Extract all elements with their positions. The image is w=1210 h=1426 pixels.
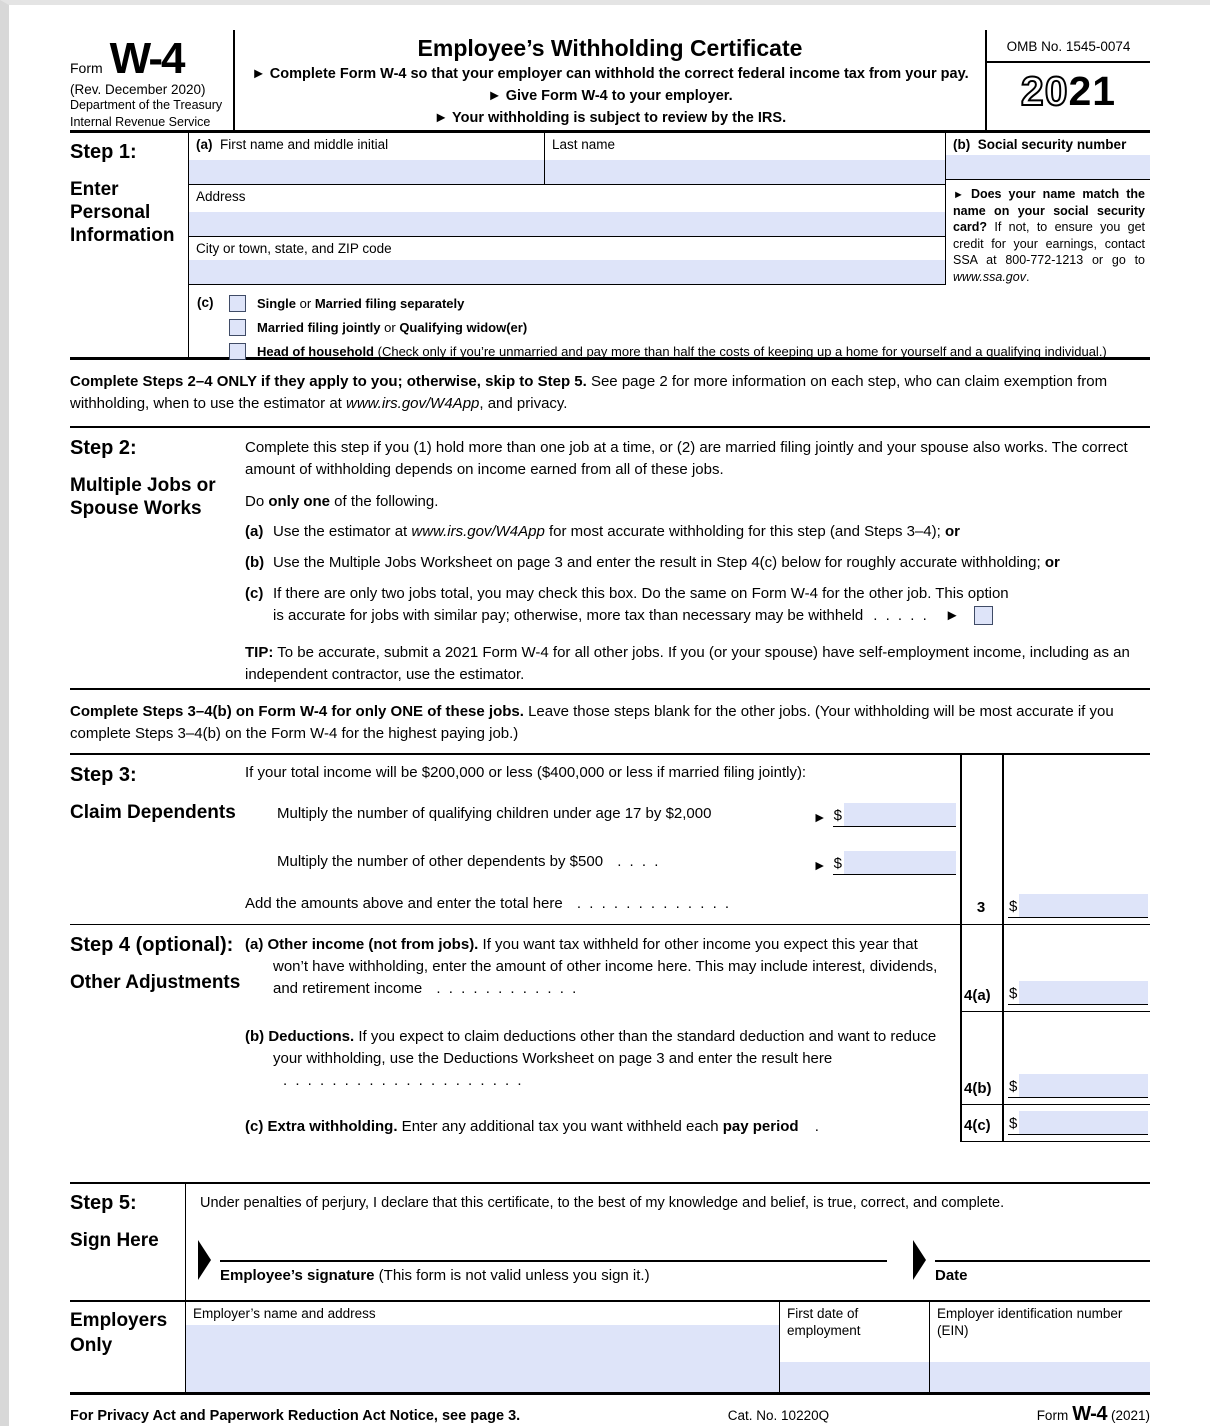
date-label: Date [935, 1267, 968, 1284]
other-dependents-amount-input[interactable] [844, 851, 956, 874]
step5-title: Step 5: [70, 1192, 137, 1214]
step3-label [70, 755, 245, 924]
dot-leader: . . . . . [873, 606, 929, 624]
arrow-icon: ► [487, 87, 502, 104]
omb-number: OMB No. 1545-0074 [987, 30, 1150, 63]
filing-status-group [189, 285, 1150, 367]
arrow-icon: ► [433, 109, 449, 126]
date-arrow-icon [913, 1240, 926, 1280]
step3-amount-cell: $ [1002, 755, 1150, 924]
step1-fields [188, 133, 1150, 357]
form-id-block [70, 30, 233, 130]
arrow-icon: ► [251, 66, 266, 82]
column-divider [1002, 755, 1004, 1142]
step2-label [70, 428, 245, 688]
arrow-icon: ► [944, 606, 960, 624]
qualifying-children-line: Multiply the number of qualifying children under age 17 by $2,000 ► $ [245, 797, 960, 829]
step2-title: Step 2: [70, 437, 137, 459]
employer-name-address-input[interactable] [186, 1325, 779, 1392]
arrow-icon: ► [953, 188, 964, 201]
address-label: Address [196, 189, 246, 204]
privacy-act-notice: For Privacy Act and Paperwork Reduction Act Notice, see page 3. [70, 1408, 521, 1424]
step2-tip: TIP: To be accurate, submit a 2021 Form W-4 for all other jobs. If you (or your spouse) have self-employment income, including as an independent contractor, use the estimator. [245, 644, 1130, 683]
step2-item-c: (c) If there are only two jobs total, you may check this box. Do the same on Form W-4 for the other job. This option is accurate for jobs with similar pay; otherwise, more tax than necessary may be withheld . . . . . ► [245, 583, 1150, 627]
ein-input[interactable] [930, 1362, 1150, 1392]
first-name-label: First name and middle initial [220, 137, 389, 152]
step4-section [70, 925, 1150, 1142]
field-b-prefix: (b) [953, 137, 971, 152]
instruction-bullet [235, 108, 985, 130]
step5-content [185, 1184, 1150, 1300]
first-date-cell [779, 1302, 929, 1392]
field-a-prefix: (a) [196, 137, 213, 152]
step2-item-a: (a) Use the estimator at www.irs.gov/W4App for most accurate withholding for this step (and Steps 3–4); or [245, 523, 960, 541]
signature-arrow-icon [198, 1240, 211, 1280]
step4c-amount-cell: $ [1002, 1105, 1150, 1141]
ssn-cell [946, 133, 1150, 180]
revision-date: (Rev. December 2020) [70, 82, 206, 98]
tax-year: 2021 [1020, 68, 1117, 114]
last-name-cell [544, 133, 945, 184]
last-name-input[interactable] [545, 160, 945, 184]
step2-intro: Complete this step if you (1) hold more than one job at a time, or (2) are married filing jointly and your spouse also works. The correct amount of withholding depends on income earned from all of these jobs. [245, 439, 1128, 478]
last-name-label: Last name [552, 137, 616, 152]
page-footer [70, 1395, 1150, 1426]
employer-name-cell [186, 1302, 779, 1392]
ssn-note: ► Does your name match the name on your social security card? If not, to ensure you get credit for your earnings, contact SSA at 800-772-1213 or go to www.ssa.gov. [953, 186, 1145, 284]
arrow-icon: ► [812, 809, 827, 825]
head-of-household-checkbox[interactable] [229, 343, 246, 360]
form-word: Form [70, 60, 103, 76]
step5-subtitle: Sign Here [70, 1230, 159, 1251]
single-checkbox[interactable] [229, 295, 246, 312]
step4a-amount-cell: $ [1002, 925, 1150, 1011]
date-line[interactable] [935, 1260, 1150, 1284]
step3-subtitle: Claim Dependents [70, 802, 236, 823]
first-name-input[interactable] [189, 160, 544, 184]
step2-content [245, 428, 1150, 688]
step3-content [245, 755, 960, 924]
step4-subtitle: Other Adjustments [70, 972, 241, 993]
filing-status-option-married-jointly: Married filing jointly or Qualifying widow(er) [229, 319, 1107, 336]
form-footer-id: Form W-4 (2021) [1036, 1403, 1150, 1425]
employer-name-label: Employer’s name and address [193, 1306, 376, 1321]
two-jobs-checkbox[interactable] [974, 606, 993, 625]
steps-2-4-notice: Complete Steps 2–4 ONLY if they apply to you; otherwise, skip to Step 5. See page 2 for more information on each step, who can claim exemption from withholding, when to use the estimator at www.irs.gov/W4App, and privacy. [70, 360, 1150, 428]
step2-subtitle: Multiple Jobs or Spouse Works [70, 475, 216, 520]
steps-3-4-table [70, 753, 1150, 1142]
bullet-text: Give Form W-4 to your employer. [505, 87, 733, 104]
city-label: City or town, state, and ZIP code [196, 241, 392, 256]
instruction-bullet [235, 64, 985, 86]
first-name-cell [189, 133, 544, 184]
step1-section [70, 133, 1150, 360]
step4a-row: (a) Other income (not from jobs). If you want tax withheld for other income you expect this year that won’t have withholding, enter the amount of other income here. This may include interest, dividends, and retirement income . . . . . . . . . . . . 4(a) $ [245, 925, 1150, 1012]
extra-withholding-amount-input[interactable] [1019, 1111, 1148, 1134]
dot-leader: . . . . . . . . . . . . . . . . . . . . [283, 1072, 524, 1090]
department-line: Department of the Treasury [70, 98, 223, 113]
form-number: W-4 [109, 34, 184, 83]
step3-section [70, 755, 1150, 925]
address-input[interactable] [189, 212, 945, 236]
step3-title: Step 3: [70, 764, 137, 786]
step3-row-number: 3 [976, 899, 986, 916]
ein-label: Employer identification number (EIN) [937, 1306, 1123, 1338]
employers-only-section [70, 1302, 1150, 1395]
step1-label [70, 133, 188, 357]
step5-label [70, 1184, 185, 1300]
ssn-label: Social security number [977, 137, 1127, 152]
field-c-prefix: (c) [197, 295, 214, 310]
service-line: Internal Revenue Service [70, 114, 211, 129]
page-title: Employee’s Withholding Certificate [417, 35, 803, 61]
married-jointly-checkbox[interactable] [229, 319, 246, 336]
total-credits-amount-input[interactable] [1019, 894, 1148, 917]
form-header [70, 30, 1150, 133]
ssn-column [945, 133, 1150, 285]
other-dependents-line: Multiply the number of other dependents by $500 . . . . ► $ [245, 845, 960, 877]
step4b-amount-cell: $ [1002, 1012, 1150, 1104]
dot-leader: . . . . [617, 853, 661, 870]
ssn-input[interactable] [946, 155, 1150, 179]
step4a-row-number: 4(a) [964, 987, 991, 1004]
step2-do-line: Do only one of the following. [245, 492, 439, 510]
catalog-number: Cat. No. 10220Q [727, 1408, 830, 1423]
step1-title: Step 1: [70, 141, 137, 163]
city-cell [189, 237, 945, 285]
step1-subtitle: Enter Personal Information [70, 179, 175, 247]
instruction-bullet [235, 86, 985, 108]
perjury-declaration: Under penalties of perjury, I declare that this certificate, to the best of my knowledge and belief, is true, correct, and complete. [200, 1195, 1005, 1211]
dot-leader: . [808, 1118, 821, 1135]
step4c-row-number: 4(c) [964, 1117, 991, 1134]
ein-cell [929, 1302, 1150, 1392]
arrow-icon: ► [812, 857, 827, 873]
step5-section [70, 1182, 1150, 1302]
other-income-amount-input[interactable] [1019, 981, 1148, 1004]
step2-item-b: (b) Use the Multiple Jobs Worksheet on page 3 and enter the result in Step 4(c) below for roughly accurate withholding; or [245, 554, 1060, 571]
step4-label [70, 925, 245, 1142]
bullet-text: Your withholding is subject to review by the IRS. [452, 109, 787, 126]
step4-title: Step 4 (optional): [70, 934, 234, 956]
first-date-label: First date of employment [787, 1306, 861, 1338]
omb-year-block [985, 30, 1150, 130]
bullet-text: Complete Form W-4 so that your employer can withhold the correct federal income tax from your pay. [269, 66, 969, 82]
address-cell [189, 185, 945, 237]
step4c-row: (c) Extra withholding. Enter any additional tax you want withheld each pay period . 4(c) $ [245, 1105, 1150, 1142]
total-credits-line: Add the amounts above and enter the total here . . . . . . . . . . . . . [245, 895, 732, 912]
filing-status-option-single: Single or Married filing separately [229, 295, 1107, 312]
step4b-row-number: 4(b) [964, 1080, 992, 1097]
deductions-amount-input[interactable] [1019, 1074, 1148, 1097]
filing-status-option-head-of-household: Head of household (Check only if you’re unmarried and pay more than half the costs of keeping up a home for yourself and a qualifying individual.) [229, 343, 1107, 360]
dot-leader: . . . . . . . . . . . . . [576, 895, 732, 912]
step2-section [70, 428, 1150, 690]
step4b-row: (b) Deductions. If you expect to claim deductions other than the standard deduction and want to reduce your withholding, use the Deductions Worksheet on page 3 and enter the result here . . . . . . . . . . . . . . . . . . . . 4(b) $ [245, 1012, 1150, 1105]
dot-leader: . . . . . . . . . . . . [436, 980, 579, 998]
spacer [70, 1142, 1150, 1182]
employers-only-label: Employers Only [70, 1310, 168, 1356]
qualifying-children-amount-input[interactable] [844, 803, 956, 826]
employee-signature-line[interactable]: Employee’s signature (This form is not valid unless you sign it.) [220, 1260, 887, 1284]
steps-3-4b-notice: Complete Steps 3–4(b) on Form W-4 for only ONE of these jobs. Leave those steps blank for the other jobs. (Your withholding will be most accurate if you complete Steps 3–4(b) on the Form W-4 for the highest paying job.) [70, 703, 1114, 742]
title-block [233, 30, 985, 130]
city-input[interactable] [189, 260, 945, 284]
first-date-employment-input[interactable] [780, 1362, 929, 1392]
step3-intro: If your total income will be $200,000 or less ($400,000 or less if married filing jointly): [245, 764, 807, 781]
column-divider [960, 755, 962, 1142]
